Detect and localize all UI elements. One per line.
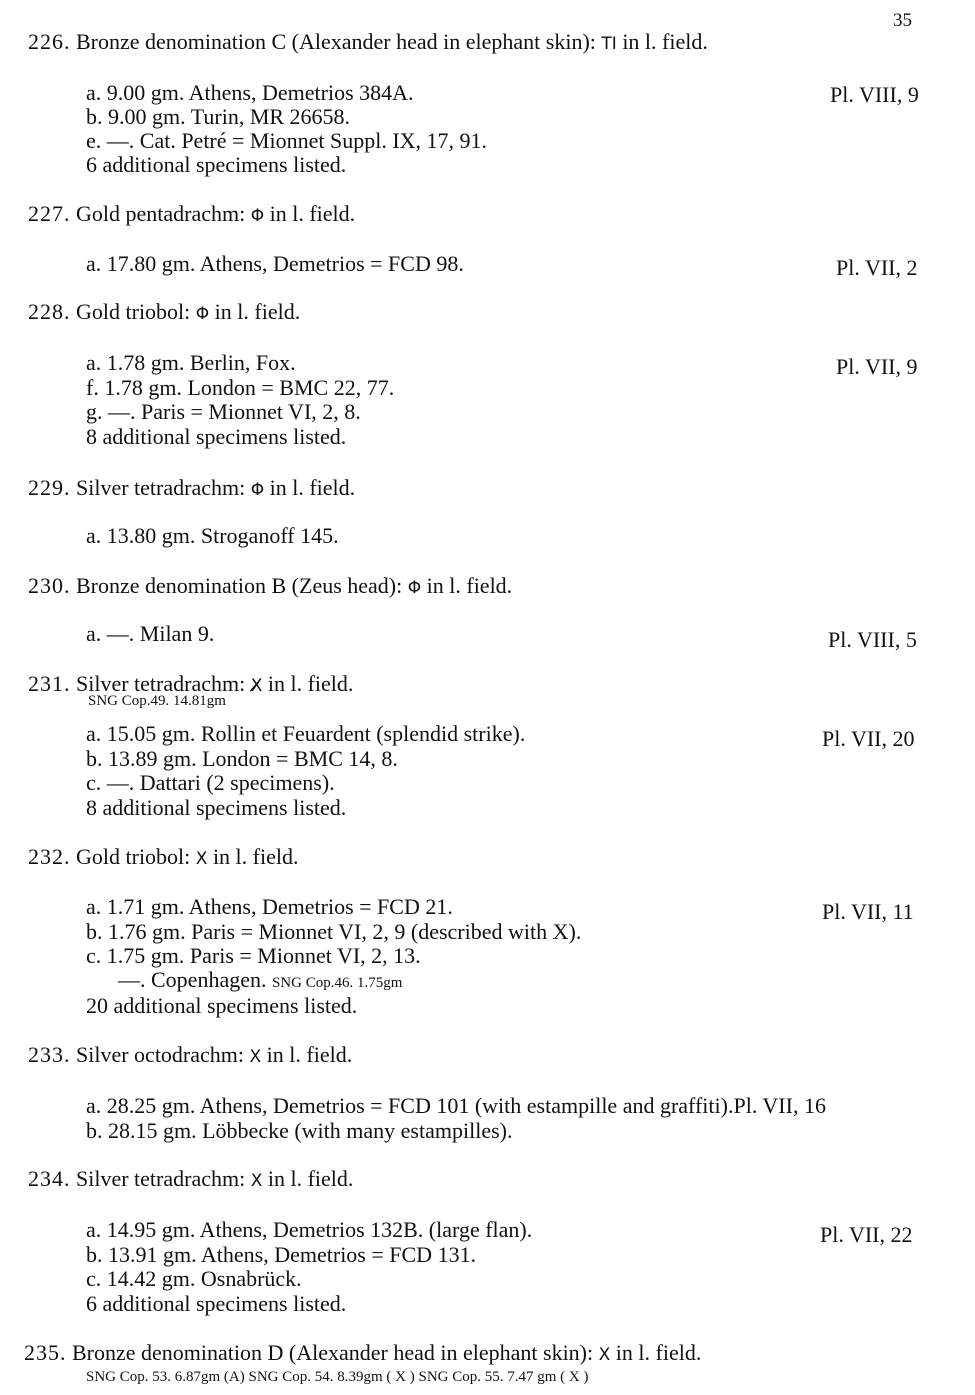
- specimen-228-f: f. 1.78 gm. London = BMC 22, 77.: [86, 375, 395, 400]
- monogram-symbol: Φ: [250, 206, 265, 226]
- specimen-232-a: a. 1.71 gm. Athens, Demetrios = FCD 21.: [86, 894, 453, 919]
- specimen-233-b: b. 28.15 gm. Löbbecke (with many estampilles).: [86, 1118, 513, 1143]
- specimen-227-a: a. 17.80 gm. Athens, Demetrios = FCD 98.: [86, 251, 464, 276]
- monogram-symbol: Χ: [598, 1345, 611, 1365]
- additional-specimens: 6 additional specimens listed.: [86, 1291, 347, 1316]
- plate-reference: Pl. VII, 11: [822, 899, 914, 924]
- entry-field: in l. field.: [622, 29, 708, 54]
- plate-reference: Pl. VIII, 9: [830, 82, 919, 107]
- entry-235-heading: 235. Bronze denomination D (Alexander head in elephant skin): Χ in l. field.: [24, 1340, 702, 1365]
- entry-228-heading: 228. Gold triobol: Φ in l. field.: [28, 299, 301, 324]
- entry-227-heading: 227. Gold pentadrachm: Φ in l. field.: [28, 201, 356, 226]
- monogram-symbol: X̸: [250, 676, 263, 696]
- specimen-226-b: b. 9.00 gm. Turin, MR 26658.: [86, 104, 351, 129]
- plate-reference: Pl. VII, 22: [820, 1222, 913, 1247]
- specimen-232-copenhagen: —. Copenhagen. SNG Cop.46. 1.75gm: [118, 967, 403, 992]
- plate-reference: Pl. VII, 2: [836, 255, 918, 280]
- specimen-234-c: c. 14.42 gm. Osnabrück.: [86, 1266, 302, 1291]
- sng-note: SNG Cop. 53. 6.87gm (A) SNG Cop. 54. 8.39gm ( X ) SNG Cop. 55. 7.47 gm ( X ): [86, 1369, 589, 1385]
- entry-231-heading: 231. Silver tetradrachm: X̸ in l. field.: [28, 671, 354, 696]
- specimen-231-b: b. 13.89 gm. London = BMC 14, 8.: [86, 746, 398, 771]
- specimen-234-b: b. 13.91 gm. Athens, Demetrios = FCD 131.: [86, 1242, 477, 1267]
- monogram-symbol: ΤΙ: [601, 34, 617, 54]
- sng-note: SNG Cop.46. 1.75gm: [271, 975, 403, 991]
- entry-226-heading: [28, 29, 708, 57]
- entry-229-heading: 229. Silver tetradrachm: Φ in l. field.: [28, 475, 356, 500]
- specimen-226-e: e. —. Cat. Petré = Mionnet Suppl. IX, 17, 91.: [86, 128, 488, 153]
- entry-title: Bronze denomination C (Alexander head in elephant skin):: [76, 29, 596, 54]
- additional-specimens: 20 additional specimens listed.: [86, 993, 358, 1018]
- monogram-symbol: Χ: [249, 1047, 262, 1067]
- specimen-232-b: b. 1.76 gm. Paris = Mionnet VI, 2, 9 (described with X).: [86, 919, 582, 944]
- specimen-228-g: g. —. Paris = Mionnet VI, 2, 8.: [86, 399, 361, 424]
- entry-number: 226.: [28, 29, 71, 54]
- specimen-231-c: c. —. Dattari (2 specimens).: [86, 770, 335, 795]
- plate-reference: Pl. VII, 9: [836, 354, 918, 379]
- plate-reference: Pl. VII, 20: [822, 726, 915, 751]
- additional-specimens: 8 additional specimens listed.: [86, 424, 347, 449]
- plate-reference: Pl. VIII, 5: [828, 627, 917, 652]
- monogram-symbol: Φ: [195, 304, 210, 324]
- entry-230-heading: 230. Bronze denomination B (Zeus head): Φ in l. field.: [28, 573, 513, 598]
- additional-specimens: 8 additional specimens listed.: [86, 795, 347, 820]
- specimen-229-a: a. 13.80 gm. Stroganoff 145.: [86, 523, 339, 548]
- entry-234-heading: 234. Silver tetradrachm: Χ in l. field.: [28, 1166, 354, 1191]
- specimen-233-a: a. 28.25 gm. Athens, Demetrios = FCD 101 (with estampille and graffiti).Pl. VII, 16: [86, 1093, 826, 1118]
- entry-233-heading: 233. Silver octodrachm: Χ in l. field.: [28, 1042, 353, 1067]
- specimen-231-a: a. 15.05 gm. Rollin et Feuardent (splendid strike).: [86, 721, 526, 746]
- entry-232-heading: 232. Gold triobol: Χ in l. field.: [28, 844, 299, 869]
- specimen-226-a: a. 9.00 gm. Athens, Demetrios 384A.: [86, 80, 414, 105]
- monogram-symbol: Φ: [250, 480, 265, 500]
- additional-specimens: 6 additional specimens listed.: [86, 152, 347, 177]
- specimen-228-a: a. 1.78 gm. Berlin, Fox.: [86, 350, 296, 375]
- sng-note: SNG Cop.49. 14.81gm: [88, 693, 226, 709]
- monogram-symbol: Φ: [407, 578, 422, 598]
- specimen-234-a: a. 14.95 gm. Athens, Demetrios 132B. (large flan).: [86, 1217, 533, 1242]
- page-number: 35: [893, 10, 912, 31]
- monogram-symbol: Χ: [195, 849, 208, 869]
- specimen-230-a: a. —. Milan 9.: [86, 621, 215, 646]
- monogram-symbol: Χ: [250, 1171, 263, 1191]
- specimen-232-c: c. 1.75 gm. Paris = Mionnet VI, 2, 13.: [86, 943, 421, 968]
